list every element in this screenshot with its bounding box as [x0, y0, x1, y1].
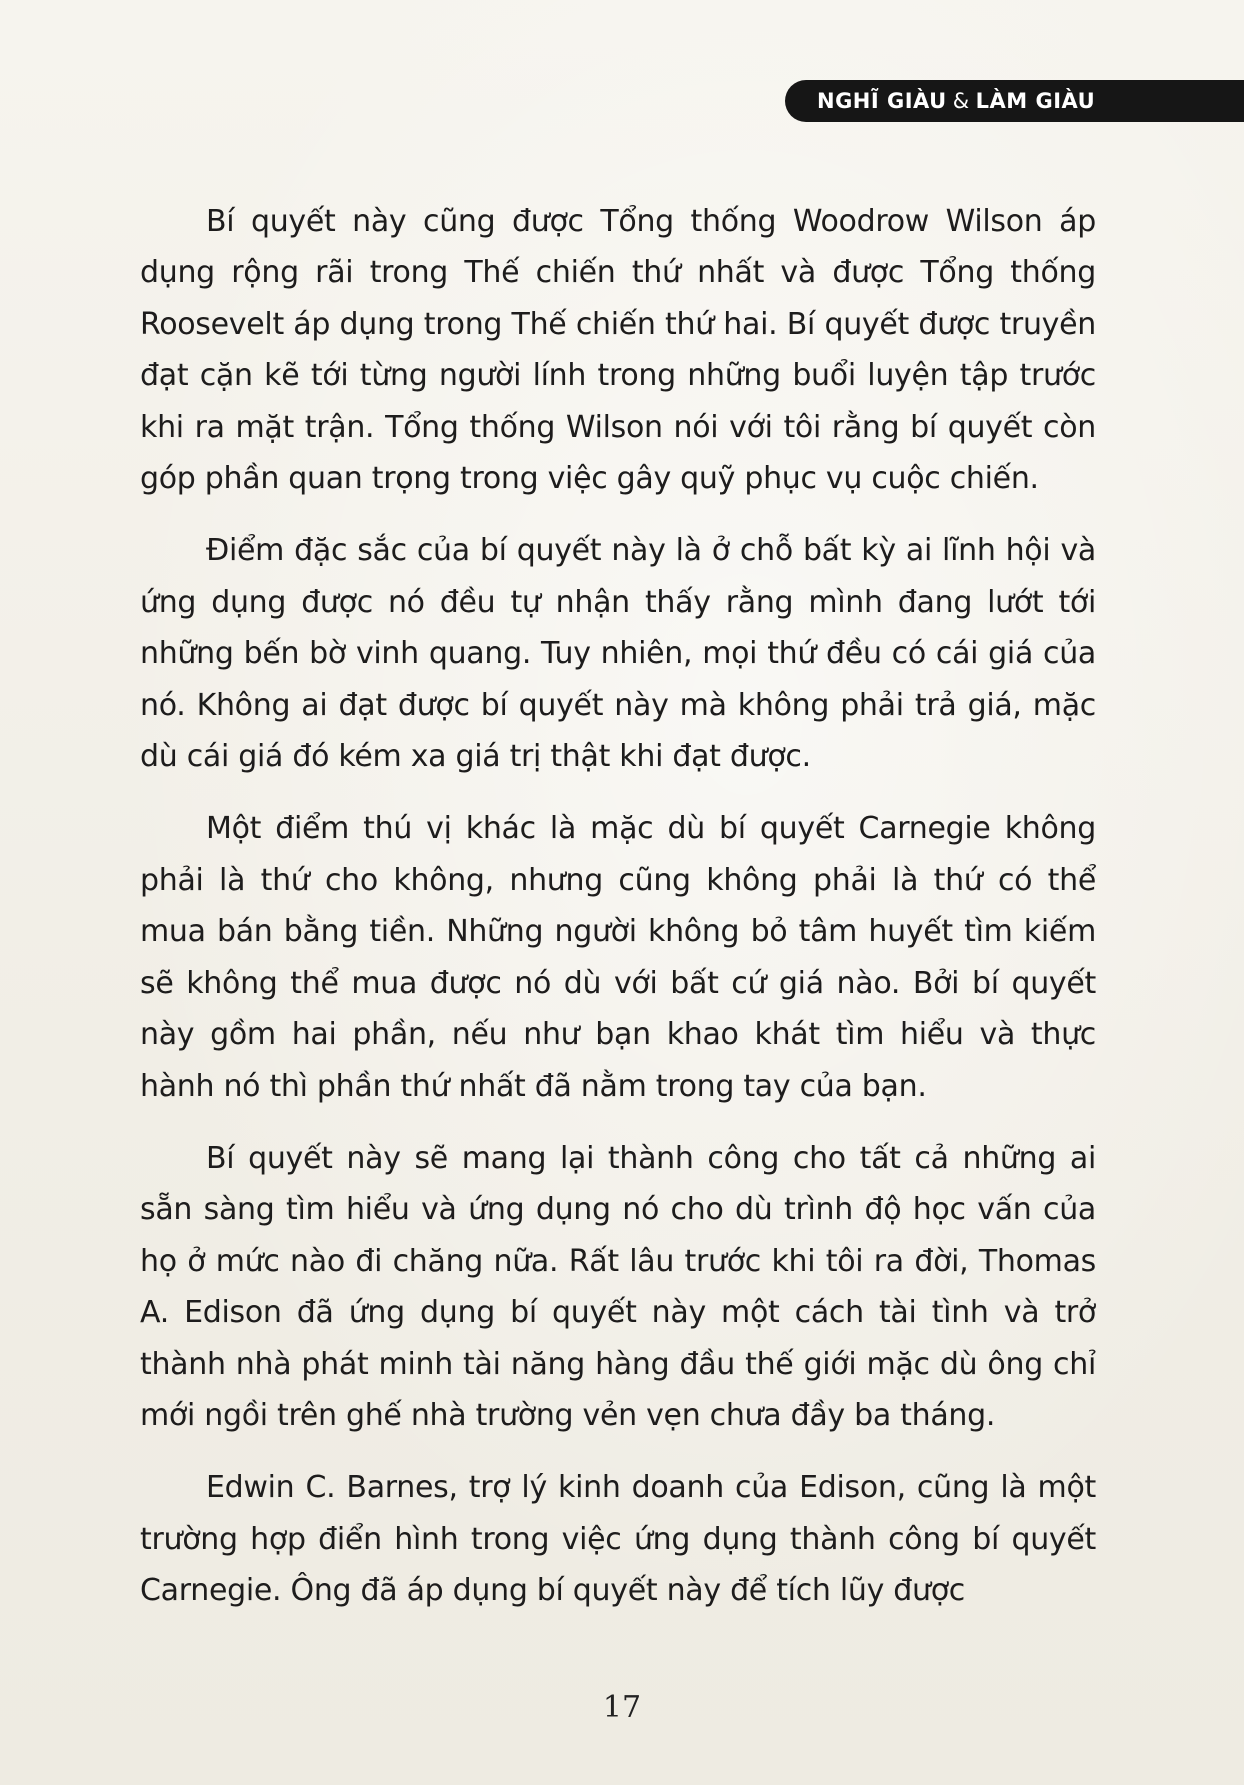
body-text	[140, 196, 1096, 1638]
paragraph: Bí quyết này sẽ mang lại thành công cho tất cả những ai sẵn sàng tìm hiểu và ứng dụng nó cho dù trình độ học vấn của họ ở mức nào đi chăng nữa. Rất lâu trước khi tôi ra đời, Thomas A. Edison đã ứng dụng bí quyết này một cách tài tình và trở thành nhà phát minh tài năng hàng đầu thế giới mặc dù ông chỉ mới ngồi trên ghế nhà trường vẻn vẹn chưa đầy ba tháng.	[140, 1140, 1096, 1433]
paragraph: Điểm đặc sắc của bí quyết này là ở chỗ bất kỳ ai lĩnh hội và ứng dụng được nó đều tự nhận thấy rằng mình đang lướt tới những bến bờ vinh quang. Tuy nhiên, mọi thứ đều có cái giá của nó. Không ai đạt được bí quyết này mà không phải trả giá, mặc dù cái giá đó kém xa giá trị thật khi đạt được.	[140, 533, 1096, 775]
running-header	[785, 80, 1244, 122]
running-header-part2: LÀM GIÀU	[975, 89, 1096, 113]
running-header-title	[817, 89, 1095, 113]
paragraph: Bí quyết này cũng được Tổng thống Woodrow Wilson áp dụng rộng rãi trong Thế chiến thứ nhất và được Tổng thống Roosevelt áp dụng trong Thế chiến thứ hai. Bí quyết được truyền đạt cặn kẽ tới từng người lính trong những buổi luyện tập trước khi ra mặt trận. Tổng thống Wilson nói với tôi rằng bí quyết còn góp phần quan trọng trong việc gây quỹ phục vụ cuộc chiến.	[140, 204, 1096, 497]
page-number: 17	[602, 1690, 642, 1725]
running-header-ampersand: &	[952, 89, 970, 113]
running-header-part1: NGHĨ GIÀU	[817, 89, 947, 113]
paragraph: Một điểm thú vị khác là mặc dù bí quyết Carnegie không phải là thứ cho không, nhưng cũng không phải là thứ có thể mua bán bằng tiền. Những người không bỏ tâm huyết tìm kiếm sẽ không thể mua được nó dù với bất cứ giá nào. Bởi bí quyết này gồm hai phần, nếu như bạn khao khát tìm hiểu và thực hành nó thì phần thứ nhất đã nằm trong tay của bạn.	[140, 811, 1096, 1104]
paragraph: Edwin C. Barnes, trợ lý kinh doanh của Edison, cũng là một trường hợp điển hình trong việc ứng dụng thành công bí quyết Carnegie. Ông đã áp dụng bí quyết này để tích lũy được	[140, 1470, 1096, 1609]
